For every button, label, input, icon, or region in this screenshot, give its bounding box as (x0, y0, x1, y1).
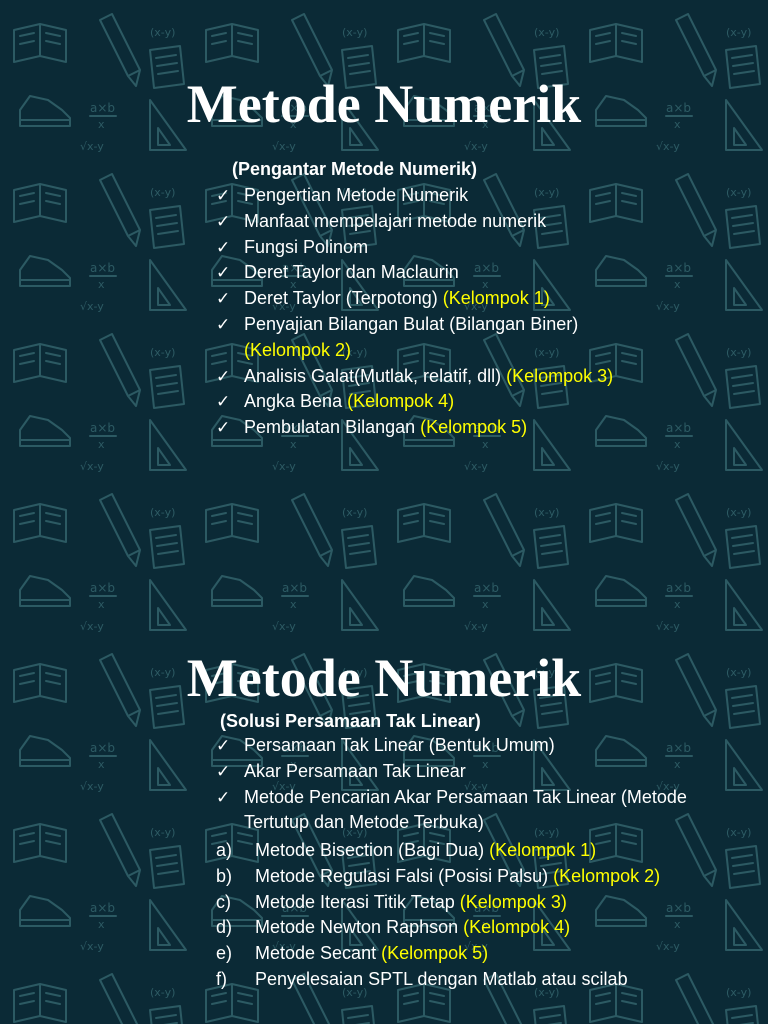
slide-2 (0, 576, 768, 1024)
slide-subtitle: (Solusi Persamaan Tak Linear) (220, 711, 481, 731)
group-label: (Kelompok 1) (489, 840, 597, 860)
check-icon: ✓ (216, 787, 231, 807)
item-letter: f) (216, 968, 227, 989)
group-label: (Kelompok 2) (244, 339, 352, 360)
group-label: (Kelompok 4) (463, 917, 571, 938)
group-label: (Kelompok 3) (506, 365, 614, 386)
check-icon: ✓ (216, 186, 231, 205)
check-icon: ✓ (216, 736, 231, 755)
topic-item: ✓ Deret Taylor dan Maclaurin (216, 260, 756, 286)
group-label: (Kelompok 5) (420, 417, 528, 438)
check-icon: ✓ (216, 392, 231, 412)
method-item: e) Metode Secant (Kelompok 5) (216, 941, 716, 967)
topic-item: ✓ Pengertian Metode Numerik (216, 183, 756, 209)
check-icon: ✓ (216, 314, 231, 334)
slide-subtitle: (Pengantar Metode Numerik) (232, 159, 478, 179)
topic-list (216, 733, 756, 836)
topic-item: ✓ Analisis Galat(Mutlak, relatif, dll) (Kelompok 3) (216, 364, 756, 390)
method-item: a) Metode Bisection (Bagi Dua) (Kelompok 1) (216, 838, 716, 864)
check-icon: ✓ (216, 263, 231, 283)
method-item: b) Metode Regulasi Falsi (Posisi Palsu) (Kelompok 2) (216, 864, 710, 890)
group-label: (Kelompok 1) (442, 288, 550, 309)
topic-item: ✓ Penyajian Bilangan Bulat (Bilangan Biner) (Kelompok 2) (216, 313, 579, 360)
check-icon: ✓ (216, 418, 231, 438)
topic-item: ✓ Fungsi Polinom (216, 235, 756, 261)
check-icon: ✓ (216, 366, 231, 386)
item-letter: e) (216, 943, 233, 964)
slide-title: Metode Numerik (186, 74, 582, 134)
check-icon: ✓ (216, 211, 231, 231)
topic-list (216, 183, 756, 441)
method-list (216, 838, 716, 993)
topic-item: ✓ Manfaat mempelajari metode numerik (216, 209, 756, 235)
item-letter: d) (216, 917, 233, 938)
topic-item: ✓ Deret Taylor (Terpotong) (Kelompok 1) (216, 286, 756, 312)
group-label: (Kelompok 4) (347, 391, 455, 412)
method-item: d) Metode Newton Raphson (Kelompok 4) (216, 915, 716, 941)
topic-item: ✓ Metode Pencarian Akar Persamaan Tak Linear (Metode Tertutup dan Metode Terbuka) (216, 786, 687, 833)
item-letter: c) (216, 891, 231, 912)
topic-item: ✓ Persamaan Tak Linear (Bentuk Umum) (216, 733, 756, 759)
topic-item: ✓ Angka Bena (Kelompok 4) (216, 389, 756, 415)
item-letter: b) (216, 865, 233, 886)
group-label: (Kelompok 2) (553, 865, 661, 886)
group-label: (Kelompok 5) (381, 943, 489, 964)
slide-title: Metode Numerik (186, 648, 582, 708)
method-item: f) Penyelesaian SPTL dengan Matlab atau scilab (216, 967, 716, 993)
topic-item: ✓ Akar Persamaan Tak Linear (216, 759, 756, 785)
method-item: c) Metode Iterasi Titik Tetap (Kelompok 3) (216, 890, 716, 916)
check-icon: ✓ (216, 289, 231, 309)
topic-item: ✓ Pembulatan Bilangan (Kelompok 5) (216, 415, 756, 441)
item-letter: a) (216, 840, 233, 860)
check-icon: ✓ (216, 761, 231, 781)
check-icon: ✓ (216, 237, 231, 257)
group-label: (Kelompok 3) (459, 891, 567, 912)
